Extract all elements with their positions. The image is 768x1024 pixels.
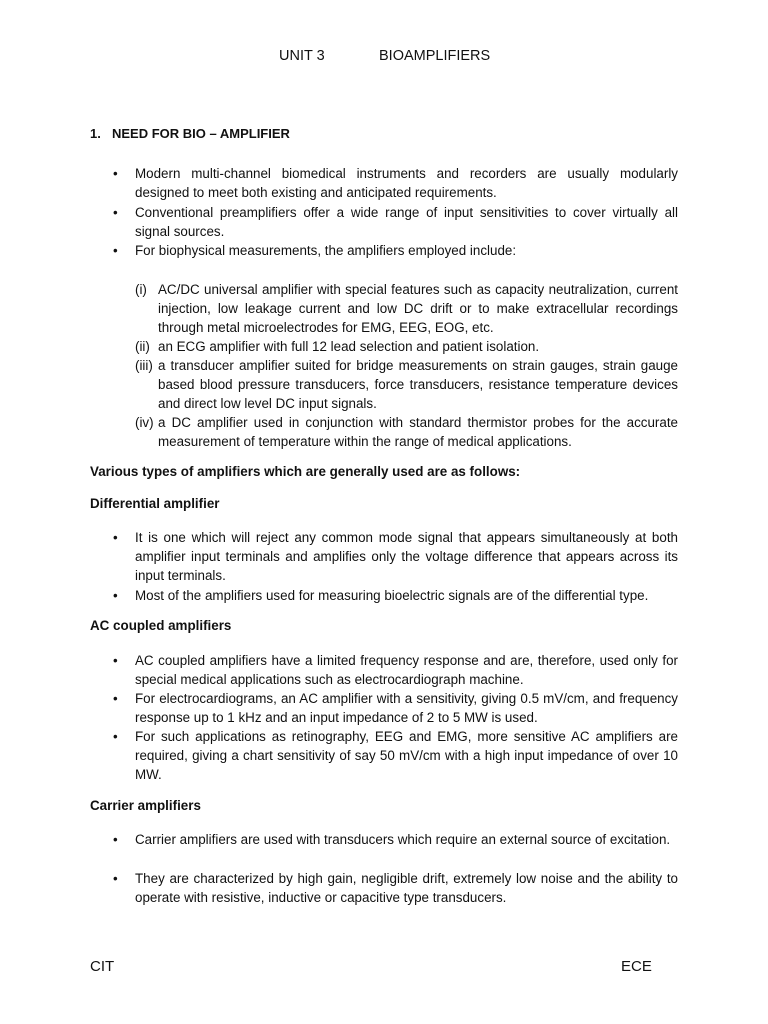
differential-heading: Differential amplifier — [90, 496, 220, 511]
bullet-icon: • — [113, 205, 118, 220]
section-title: NEED FOR BIO – AMPLIFIER — [112, 126, 290, 141]
bullet-icon: • — [113, 832, 118, 847]
list-item: Most of the amplifiers used for measuring bioelectric signals are of the differential type. — [135, 588, 649, 603]
bullet-icon: • — [113, 729, 118, 744]
bullet-icon: • — [113, 530, 118, 545]
bullet-icon: • — [113, 166, 118, 181]
bullet-icon: • — [113, 691, 118, 706]
roman-label: (iii) — [135, 358, 153, 373]
list-item: For such applications as retinography, EEG and EMG, more sensitive AC amplifiers are required, giving a chart sensitivity of say 50 mV/cm with a high input impedance of over 10 MW. — [135, 729, 678, 782]
ac-coupled-heading: AC coupled amplifiers — [90, 618, 232, 633]
carrier-heading: Carrier amplifiers — [90, 798, 201, 813]
roman-label: (ii) — [135, 339, 150, 354]
roman-item: a DC amplifier used in conjunction with standard thermistor probes for the accurate measurement of temperature within the range of medical applications. — [158, 415, 678, 449]
unit-label: UNIT 3 — [279, 48, 325, 64]
roman-label: (i) — [135, 282, 147, 297]
roman-item: an ECG amplifier with full 12 lead selection and patient isolation. — [158, 339, 540, 354]
bullet-icon: • — [113, 243, 118, 258]
list-item: Conventional preamplifiers offer a wide range of input sensitivities to cover virtually all signal sources. — [135, 205, 678, 239]
roman-label: (iv) — [135, 415, 154, 430]
bullet-icon: • — [113, 871, 118, 886]
bullet-icon: • — [113, 653, 118, 668]
footer-left: CIT — [90, 958, 115, 975]
bullet-icon: • — [113, 588, 118, 603]
types-intro: Various types of amplifiers which are generally used are as follows: — [90, 464, 521, 479]
roman-item: AC/DC universal amplifier with special features such as capacity neutralization, current injection, low leakage current and low DC drift or to make extracellular recordings through metal microelectrodes for EMG, EEG, EOG, etc. — [158, 282, 678, 335]
page-title: BIOAMPLIFIERS — [379, 48, 491, 64]
footer-right: ECE — [621, 958, 652, 975]
list-item: For electrocardiograms, an AC amplifier with a sensitivity, giving 0.5 mV/cm, and frequency response up to 1 kHz and an input impedance of 2 to 5 MW is used. — [135, 691, 678, 725]
list-item: For biophysical measurements, the amplifiers employed include: — [135, 243, 517, 258]
section-number: 1. — [90, 126, 101, 141]
list-item: Carrier amplifiers are used with transducers which require an external source of excitation. — [135, 832, 671, 847]
list-item: Modern multi-channel biomedical instruments and recorders are usually modularly designed to meet both existing and anticipated requirements. — [135, 166, 678, 200]
list-item: It is one which will reject any common mode signal that appears simultaneously at both amplifier input terminals and amplifies only the voltage difference that appears across its input terminals. — [135, 530, 678, 583]
list-item: They are characterized by high gain, negligible drift, extremely low noise and the ability to operate with resistive, inductive or capacitive type transducers. — [135, 871, 678, 905]
roman-item: a transducer amplifier suited for bridge measurements on strain gauges, strain gauge based blood pressure transducers, force transducers, resistance temperature devices and direct low level DC input signals. — [158, 358, 678, 411]
list-item: AC coupled amplifiers have a limited frequency response and are, therefore, used only for special medical applications such as electrocardiograph machine. — [135, 653, 678, 687]
